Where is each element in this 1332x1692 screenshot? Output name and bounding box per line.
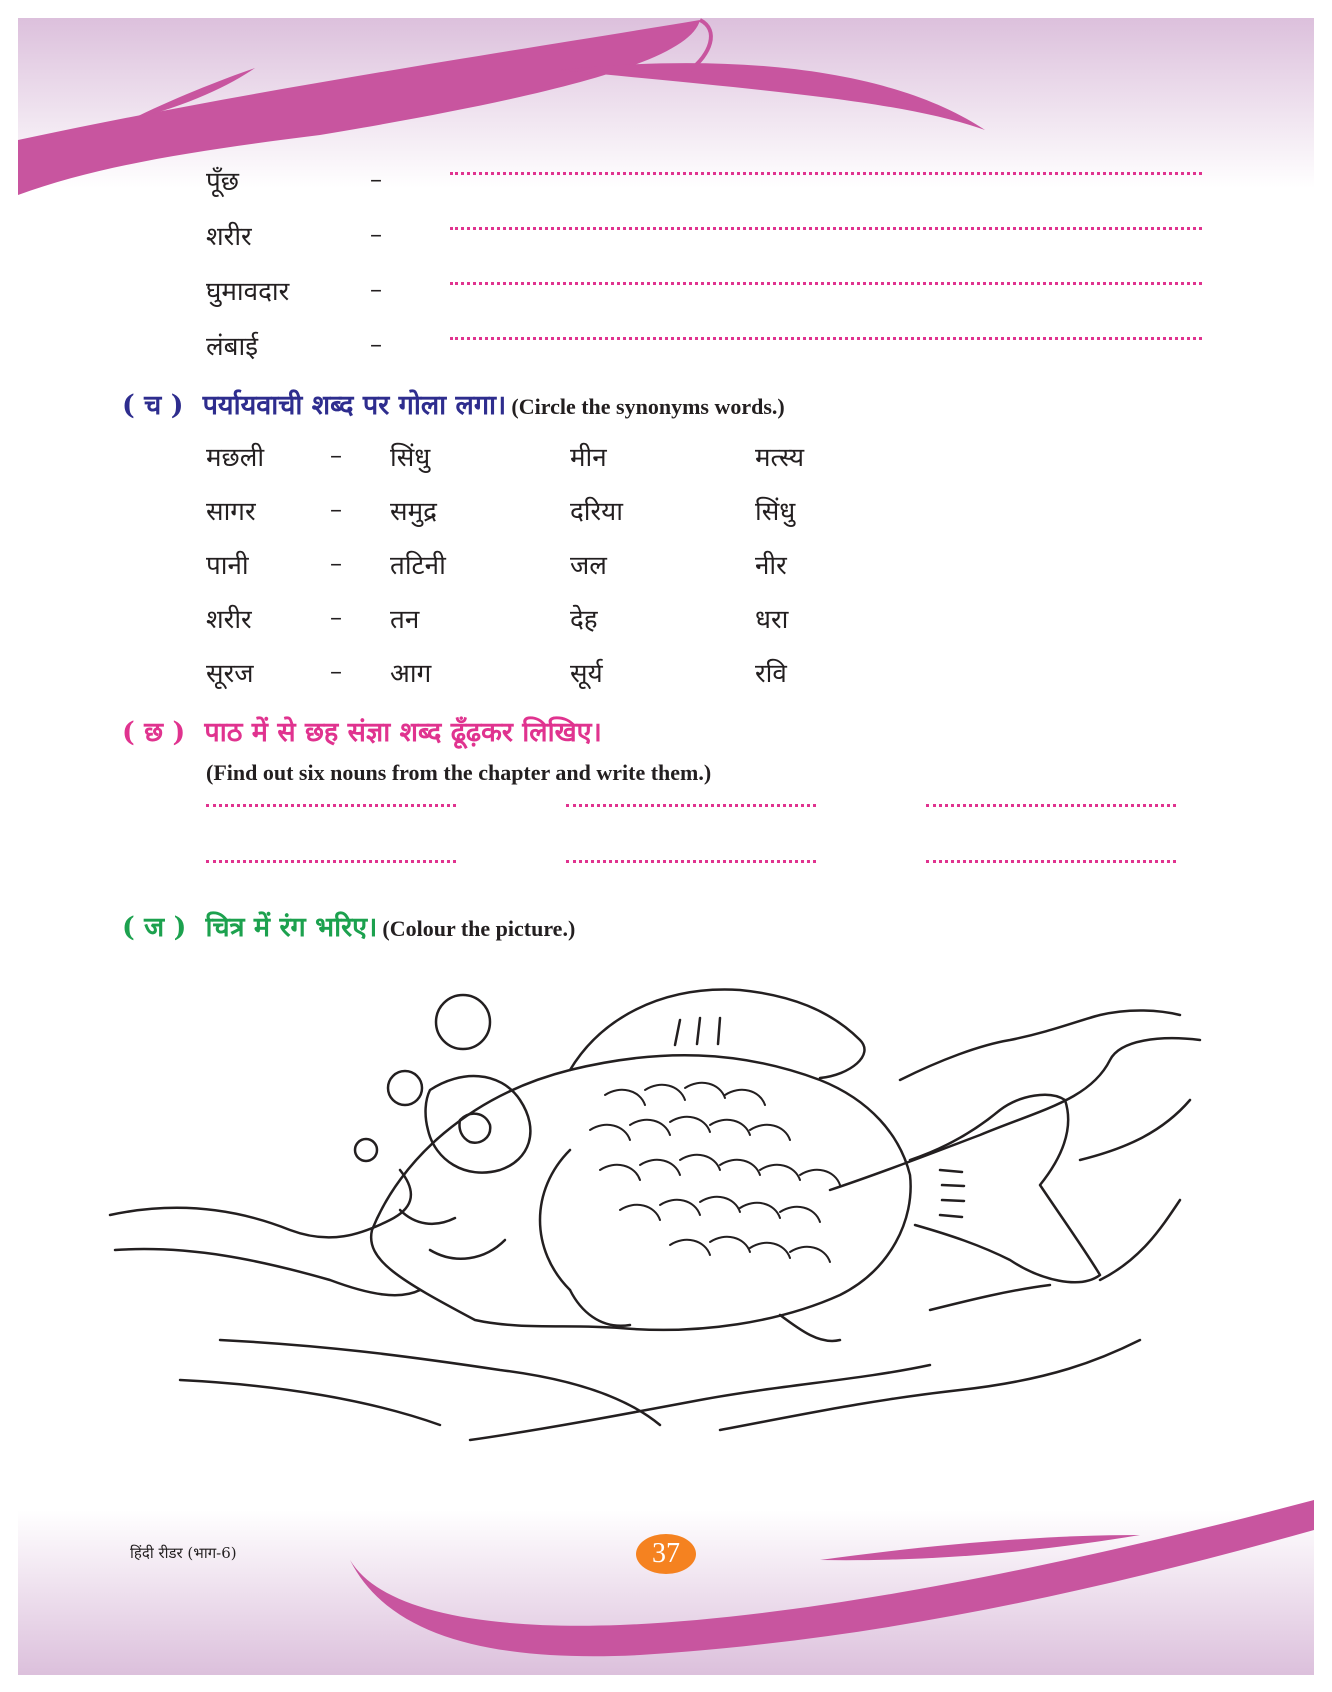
synonym-option[interactable]: मत्स्य xyxy=(755,443,805,473)
footer-decoration xyxy=(0,1490,1332,1692)
synonym-option[interactable]: नीर xyxy=(755,551,787,581)
synonym-option[interactable]: सिंधु xyxy=(755,497,796,527)
question-number: ( ज ) xyxy=(122,912,187,943)
synonym-option[interactable]: देह xyxy=(570,605,598,635)
header-decoration xyxy=(0,0,1332,200)
synonym-option[interactable]: धरा xyxy=(755,605,789,635)
synonym-option[interactable]: समुद्र xyxy=(390,497,437,527)
dash: – xyxy=(330,657,342,685)
footer-book-title: हिंदी रीडर (भाग-6) xyxy=(130,1544,237,1562)
question-number: ( छ ) xyxy=(122,717,186,748)
synonym-word: सागर xyxy=(206,497,256,527)
synonym-option[interactable]: तटिनी xyxy=(390,551,446,581)
dash: – xyxy=(370,330,382,358)
synonym-option[interactable]: जल xyxy=(570,551,607,581)
answer-line[interactable] xyxy=(450,282,1202,285)
word-list-item: घुमावदार xyxy=(206,277,290,307)
synonym-option[interactable]: तन xyxy=(390,605,420,635)
question-title: चित्र में रंग भरिए। xyxy=(205,912,378,943)
dash: – xyxy=(330,549,342,577)
dash: – xyxy=(330,495,342,523)
synonym-word: मछली xyxy=(206,443,265,473)
answer-line[interactable] xyxy=(926,804,1176,807)
question-number: ( च ) xyxy=(122,390,184,421)
synonym-option[interactable]: मीन xyxy=(570,443,607,473)
page-number: 37 xyxy=(636,1534,696,1574)
answer-line[interactable] xyxy=(926,860,1176,863)
answer-line[interactable] xyxy=(450,172,1202,175)
synonym-option[interactable]: दरिया xyxy=(570,497,623,527)
answer-line[interactable] xyxy=(206,860,456,863)
question-title-english: (Circle the synonyms words.) xyxy=(511,394,785,419)
section-chha-heading xyxy=(122,712,602,749)
section-cha-heading xyxy=(122,385,785,422)
synonym-word: शरीर xyxy=(206,605,252,635)
question-title: पाठ में से छह संज्ञा शब्द ढूँढ़कर लिखिए। xyxy=(204,717,602,748)
answer-line[interactable] xyxy=(566,804,816,807)
question-title-english: (Colour the picture.) xyxy=(382,916,576,941)
fish-colouring-picture[interactable] xyxy=(100,960,1240,1460)
dash: – xyxy=(330,603,342,631)
answer-line[interactable] xyxy=(450,227,1202,230)
dash: – xyxy=(370,275,382,303)
word-list-item: शरीर xyxy=(206,222,252,252)
answer-line[interactable] xyxy=(566,860,816,863)
synonym-option[interactable]: आग xyxy=(390,659,432,689)
word-list-item: पूँछ xyxy=(206,167,239,197)
synonym-word: सूरज xyxy=(206,659,254,689)
synonym-option[interactable]: सिंधु xyxy=(390,443,431,473)
question-title: पर्यायवाची शब्द पर गोला लगा। xyxy=(202,390,507,421)
answer-line[interactable] xyxy=(450,337,1202,340)
word-list-item: लंबाई xyxy=(206,332,258,362)
synonym-word: पानी xyxy=(206,551,249,581)
synonym-option[interactable]: रवि xyxy=(755,659,787,689)
dash: – xyxy=(330,441,342,469)
dash: – xyxy=(370,165,382,193)
synonym-option[interactable]: सूर्य xyxy=(570,659,603,689)
question-title-english: (Find out six nouns from the chapter and write them.) xyxy=(206,760,712,785)
section-ja-heading xyxy=(122,907,575,944)
answer-line[interactable] xyxy=(206,804,456,807)
dash: – xyxy=(370,220,382,248)
